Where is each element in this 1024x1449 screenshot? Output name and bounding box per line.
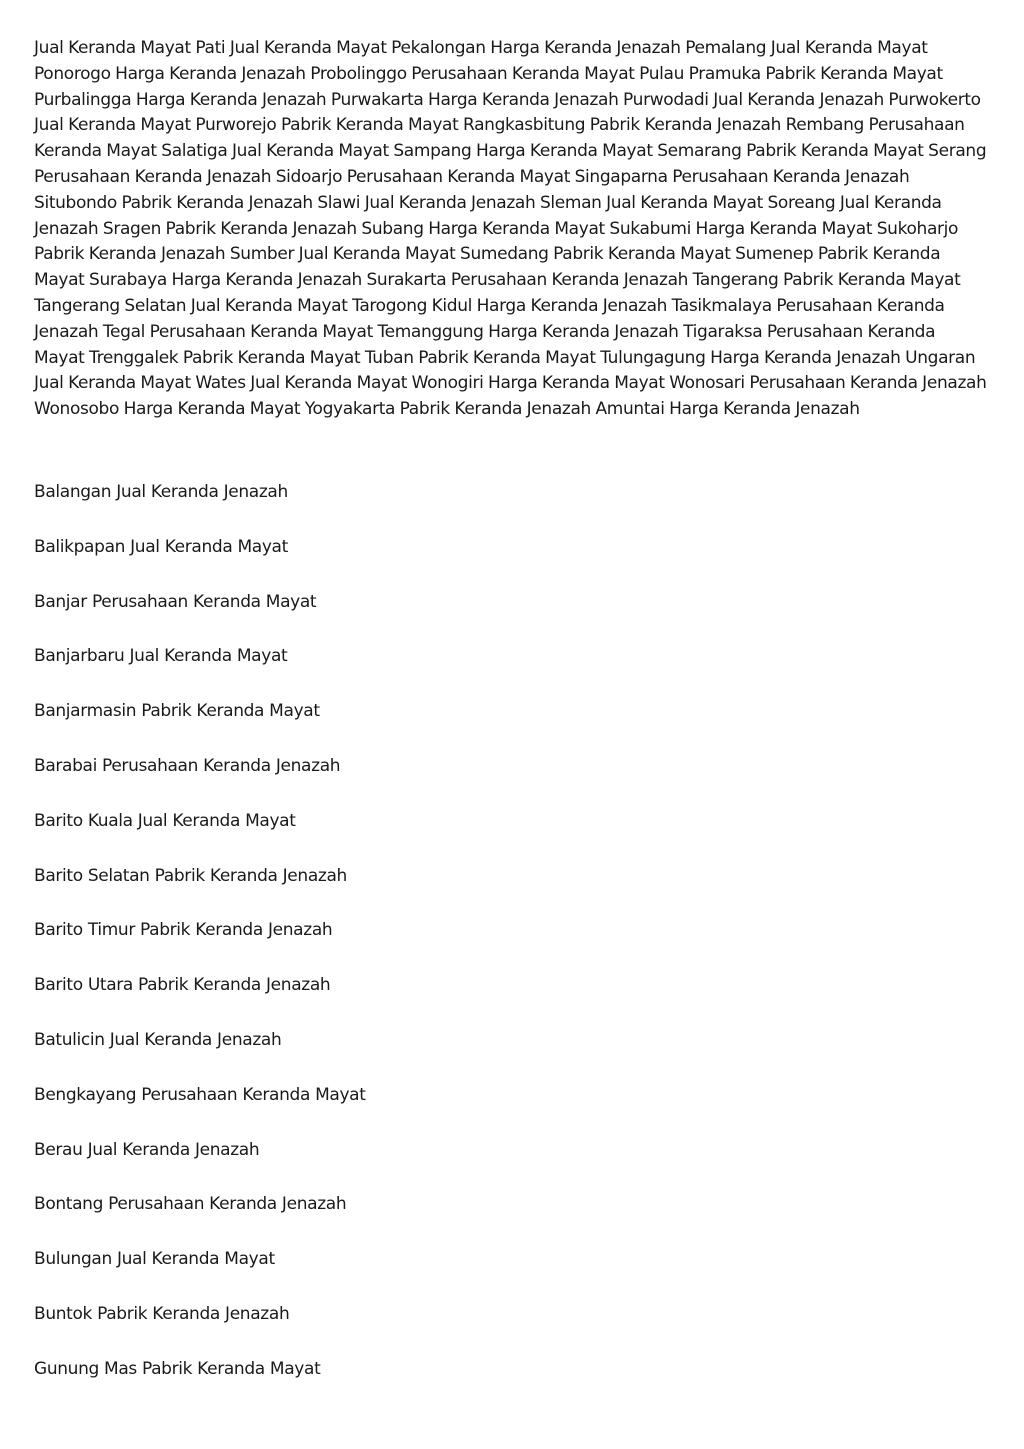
list-item: Barito Utara Pabrik Keranda Jenazah (34, 975, 331, 996)
list-item: Barito Timur Pabrik Keranda Jenazah (34, 920, 333, 941)
intro-paragraph: Jual Keranda Mayat Pati Jual Keranda Mayat Pekalongan Harga Keranda Jenazah Pemalang Jual Keranda Mayat Ponorogo Harga Keranda Jenazah Probolinggo Perusahaan Keranda Mayat Pulau Pramuka Pabrik Keranda Mayat Purbalingga Harga Keranda Jenazah Purwakarta Harga Keranda Jenazah Purwodadi Jual Keranda Jenazah Purwokerto Jual Keranda Mayat Purworejo Pabrik Keranda Mayat Rangkasbitung Pabrik Keranda Jenazah Rembang Perusahaan Keranda Mayat Salatiga Jual Keranda Mayat Sampang Harga Keranda Mayat Semarang Pabrik Keranda Mayat Serang Perusahaan Keranda Jenazah Sidoarjo Perusahaan Keranda Mayat Singaparna Perusahaan Keranda Jenazah Situbondo Pabrik Keranda Jenazah Slawi Jual Keranda Jenazah Sleman Jual Keranda Mayat Soreang Jual Keranda Jenazah Sragen Pabrik Keranda Jenazah Subang Harga Keranda Mayat Sukabumi Harga Keranda Mayat Sukoharjo Pabrik Keranda Jenazah Sumber Jual Keranda Mayat Sumedang Pabrik Keranda Mayat Sumenep Pabrik Keranda Mayat Surabaya Harga Keranda Jenazah Surakarta Perusahaan Keranda Jenazah Tangerang Pabrik Keranda Mayat Tangerang Selatan Jual Keranda Mayat Tarogong Kidul Harga Keranda Jenazah Tasikmalaya Perusahaan Keranda Jenazah Tegal Perusahaan Keranda Mayat Temanggung Harga Keranda Jenazah Tigaraksa Perusahaan Keranda Mayat Trenggalek Pabrik Keranda Mayat Tuban Pabrik Keranda Mayat Tulungagung Harga Keranda Jenazah Ungaran Jual Keranda Mayat Wates Jual Keranda Mayat Wonogiri Harga Keranda Mayat Wonosari Perusahaan Keranda Jenazah Wonosobo Harga Keranda Mayat Yogyakarta Pabrik Keranda Jenazah Amuntai Harga Keranda Jenazah (34, 38, 987, 420)
list-item: Buntok Pabrik Keranda Jenazah (34, 1303, 290, 1324)
list-item: Berau Jual Keranda Jenazah (34, 1139, 260, 1160)
list-item: Gunung Mas Pabrik Keranda Mayat (34, 1358, 321, 1379)
list-item: Barito Kuala Jual Keranda Mayat (34, 810, 296, 831)
list-item: Batulicin Jual Keranda Jenazah (34, 1029, 282, 1050)
list-item: Bengkayang Perusahaan Keranda Mayat (34, 1084, 366, 1105)
list-item: Bontang Perusahaan Keranda Jenazah (34, 1194, 347, 1215)
list-item: Bulungan Jual Keranda Mayat (34, 1249, 275, 1270)
line-list (34, 480, 366, 1412)
list-item: Balikpapan Jual Keranda Mayat (34, 536, 288, 557)
list-item: Banjar Perusahaan Keranda Mayat (34, 591, 317, 612)
list-item: Barabai Perusahaan Keranda Jenazah (34, 755, 341, 776)
list-item: Banjarmasin Pabrik Keranda Mayat (34, 701, 320, 722)
list-item: Balangan Jual Keranda Jenazah (34, 482, 288, 502)
list-item: Banjarbaru Jual Keranda Mayat (34, 646, 288, 667)
document-page (34, 36, 990, 1379)
list-item: Barito Selatan Pabrik Keranda Jenazah (34, 865, 347, 886)
